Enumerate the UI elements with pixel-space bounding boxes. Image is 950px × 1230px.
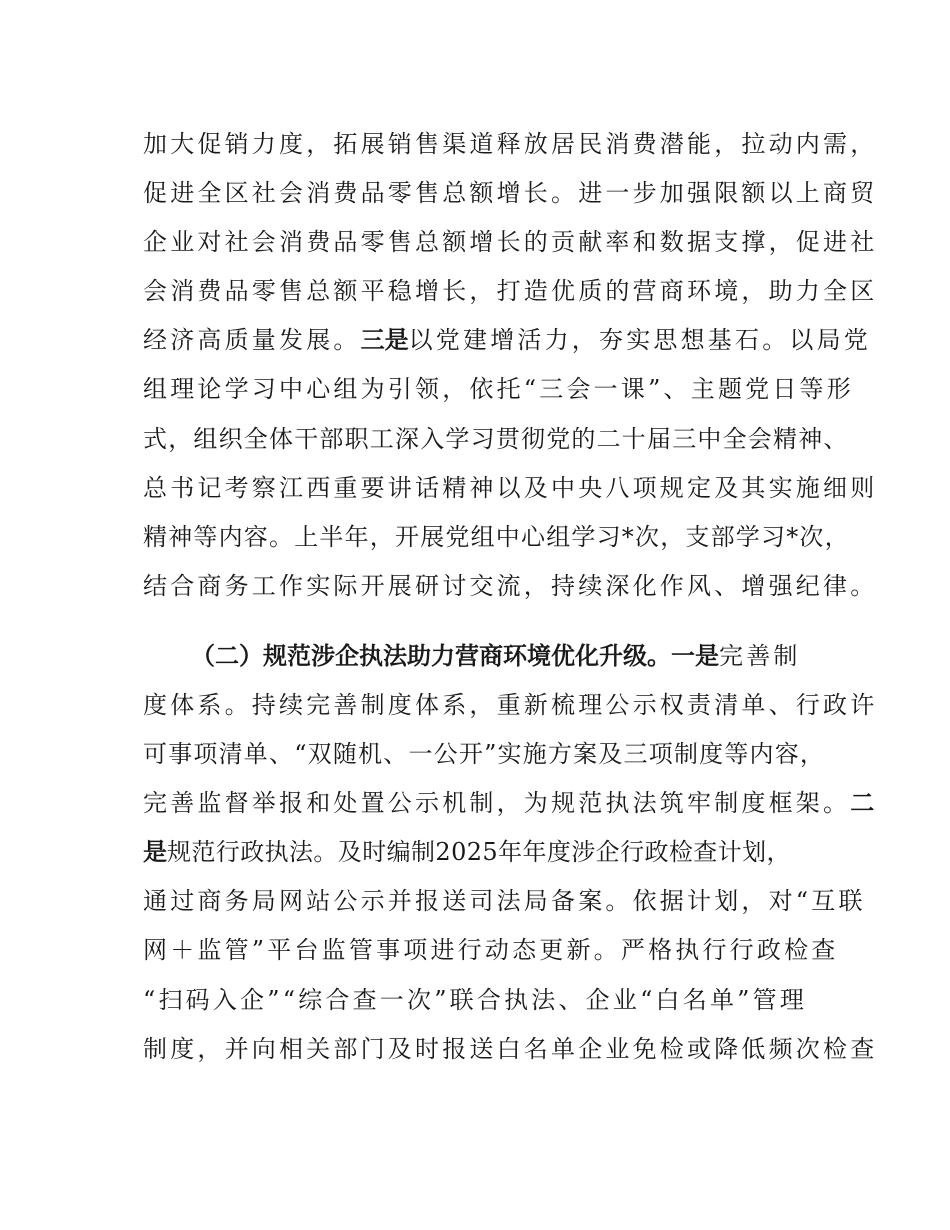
section-heading: （二）规范涉企执法助力营商环境优化升级。	[191, 642, 671, 670]
text-line: 式，组织全体干部职工深入学习贯彻党的二十届三中全会精神、	[143, 425, 849, 453]
bold-lead-term: 三是	[360, 326, 409, 354]
text-line	[143, 787, 875, 819]
text-line	[143, 836, 823, 868]
text-line: 通过商务局网站公示并报送司法局备案。依据计划，对“互联	[143, 887, 866, 915]
text-line: 组理论学习中心组为引领，依托“三会一课”、主题党日等形	[143, 375, 854, 403]
text-run: 完善制	[719, 642, 801, 670]
text-line: 企业对社会消费品零售总额增长的贡献率和数据支撑，促进社	[143, 228, 878, 256]
text-run: 完善监督举报和处置公示机制，为规范执法筑牢制度框架。	[143, 789, 851, 817]
text-line: 会消费品零售总额平稳增长，打造优质的营商环境，助力全区	[143, 277, 878, 305]
text-line: 结合商务工作实际开展研讨交流，持续深化作风、增强纪律。	[143, 572, 878, 600]
text-run: 经济高质量发展。	[143, 326, 361, 354]
text-line: 可事项清单、“双随机、一公开”实施方案及三项制度等内容，	[143, 740, 826, 768]
text-line: 加大促销力度，拓展销售渠道释放居民消费潜能，拉动内需，	[143, 130, 878, 158]
text-line: 精神等内容。上半年，开展党组中心组学习*次，支部学习*次，	[143, 523, 850, 551]
text-line: 制度，并向相关部门及时报送白名单企业免检或降低频次检查	[143, 1035, 878, 1063]
bold-lead-term: 是	[143, 838, 167, 866]
section-heading-line	[191, 640, 871, 672]
bold-lead-term: 二	[850, 789, 875, 817]
text-run: 规范行政执法。及时编制2025年年度涉企行政检查计划，	[167, 838, 791, 866]
text-line: “扫码入企”“综合查一次”联合执法、企业“白名单”管理	[143, 986, 808, 1014]
text-line	[143, 324, 872, 356]
text-line: 总书记考察江西重要讲话精神以及中央八项规定及其实施细则	[143, 474, 878, 502]
text-line: 促进全区社会消费品零售总额增长。进一步加强限额以上商贸	[143, 179, 878, 207]
bold-lead-term: 一是	[671, 642, 719, 670]
text-line: 网＋监管”平台监管事项进行动态更新。严格执行行政检查	[143, 936, 839, 964]
text-line: 度体系。持续完善制度体系，重新梳理公示权责清单、行政许	[143, 691, 878, 719]
text-run: 以党建增活力，夯实思想基石。以局党	[408, 326, 872, 354]
